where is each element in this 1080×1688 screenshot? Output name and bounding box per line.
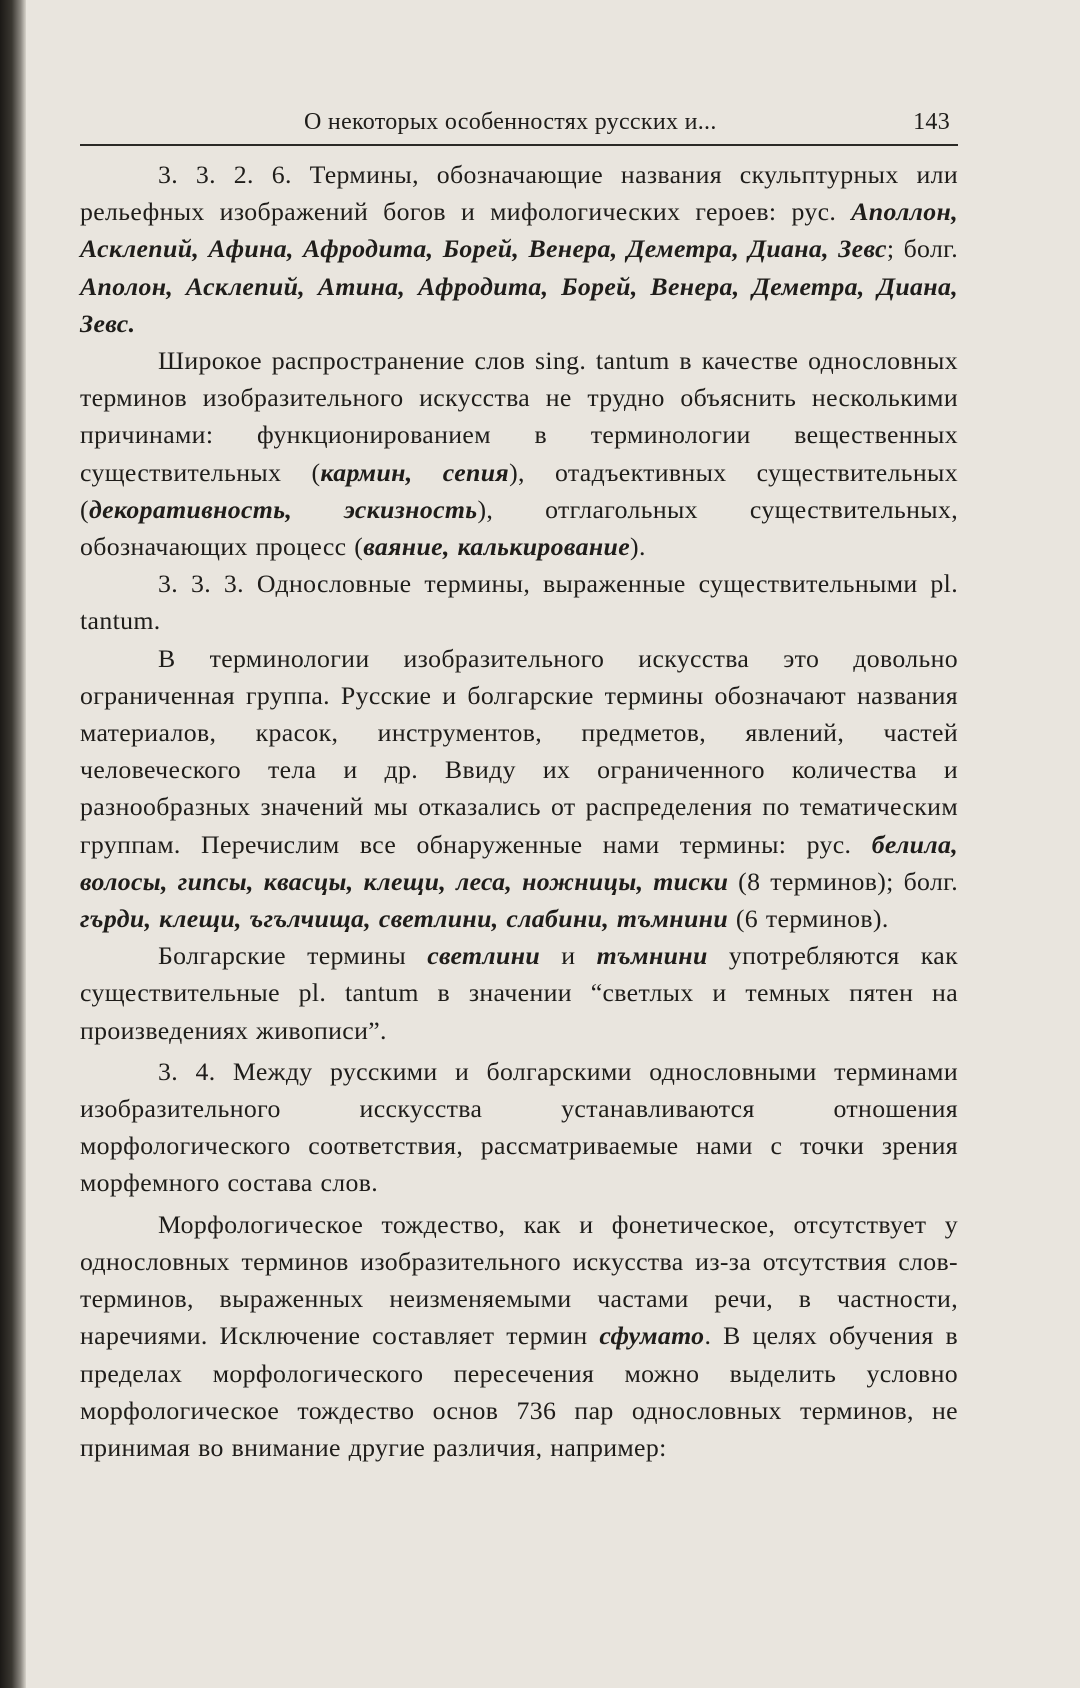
text-run: (6 терминов). xyxy=(728,904,889,934)
text-run: Морфологическое тождество, как и фонетическое, отсутствует у однословных терминов изобразительного искусства из-за отсутствия слов-терминов, выраженных неизменяемыми частами речи, в частности, наречиями. Исключение составляет термин xyxy=(80,1209,958,1351)
text-run: 3. 3. 3. Однословные термины, выраженные существительными pl. tantum. xyxy=(80,569,958,636)
text-run: Болгарские термины xyxy=(158,941,428,971)
running-title: О некоторых особенностях русских и... xyxy=(304,109,717,135)
paragraph-bulgarian-terms xyxy=(80,937,958,1049)
running-header xyxy=(80,100,958,146)
text-run: ; болг. xyxy=(886,234,958,264)
text-run: ). xyxy=(630,532,646,562)
italic-term-run: Аполлон, Асклепий, Афина, Афродита, Борей, Венера, Деметра, Диана, Зевс xyxy=(80,197,958,264)
book-page xyxy=(80,100,958,1466)
text-run: и xyxy=(540,941,597,971)
text-run: . В целях обучения в пределах морфологического пересечения можно выделить условно морфологическое тождество основ 736 пар однословных терминов, не принимая во внимание другие различия, например: xyxy=(80,1321,958,1462)
italic-term-run: Аполон, Асклепий, Атина, Афродита, Борей, Венера, Деметра, Диана, Зевс. xyxy=(80,271,958,338)
text-run: ), отглагольных существительных, обозначающих процесс ( xyxy=(80,494,958,562)
paragraph-3-3-2-6 xyxy=(80,156,958,342)
text-run: Широкое распространение слов sing. tantum в качестве однословных терминов изобразительного искусства не трудно объяснить несколькими причинами: функционированием в терминологии вещественных существительных ( xyxy=(80,346,958,487)
italic-term-run: ваяние, калькирование xyxy=(363,532,631,562)
paragraph-3-4 xyxy=(80,1053,958,1202)
paragraph-3-3-3 xyxy=(80,565,958,639)
italic-term-run: гърди, клещи, ъгълчища, светлини, слабини, тъмнини xyxy=(80,904,729,934)
page-number: 143 xyxy=(913,109,950,135)
text-run: (8 терминов); болг. xyxy=(728,866,958,896)
italic-term-run: белила, волосы, гипсы, квасцы, клещи, леса, ножницы, тиски xyxy=(80,829,958,896)
text-run: В терминологии изобразительного искусства это довольно ограниченная группа. Русские и болгарские термины обозначают названия материалов, красок, инструментов, предметов, явлений, частей человеческого тела и др. Ввиду их ограниченного количества и разнообразных значений мы отказались от распределения по тематическим группам. Перечислим все обнаруженные нами термины: рус. xyxy=(80,643,958,859)
text-run: ), отадъективных существительных ( xyxy=(80,457,958,524)
italic-term-run: декоративность, эскизность xyxy=(88,494,478,524)
paragraph-pl-tantum-group xyxy=(80,640,958,938)
italic-term-run: светлини xyxy=(427,941,541,971)
text-run: 3. 4. Между русскими и болгарскими однословными терминами изобразительного исскусства устанавливаются отношения морфологического соответствия, рассматриваемые нами с точки зрения морфемного состава слов. xyxy=(80,1056,958,1198)
page-body xyxy=(80,156,958,1466)
book-spine-shadow xyxy=(0,0,26,1688)
paragraph-morphological-identity xyxy=(80,1206,958,1466)
italic-term-run: кармин, сепия xyxy=(320,457,510,487)
text-run: 3. 3. 2. 6. Термины, обозначающие названия скульптурных или рельефных изображений богов и мифологических героев: рус. xyxy=(80,160,958,227)
text-run: употребляются как существительные pl. tantum в значении “светлых и темных пятен на произведениях живописи”. xyxy=(80,941,958,1045)
paragraph-sing-tantum xyxy=(80,342,958,565)
italic-term-run: сфумато xyxy=(599,1321,705,1351)
italic-term-run: тъмнини xyxy=(596,941,708,971)
